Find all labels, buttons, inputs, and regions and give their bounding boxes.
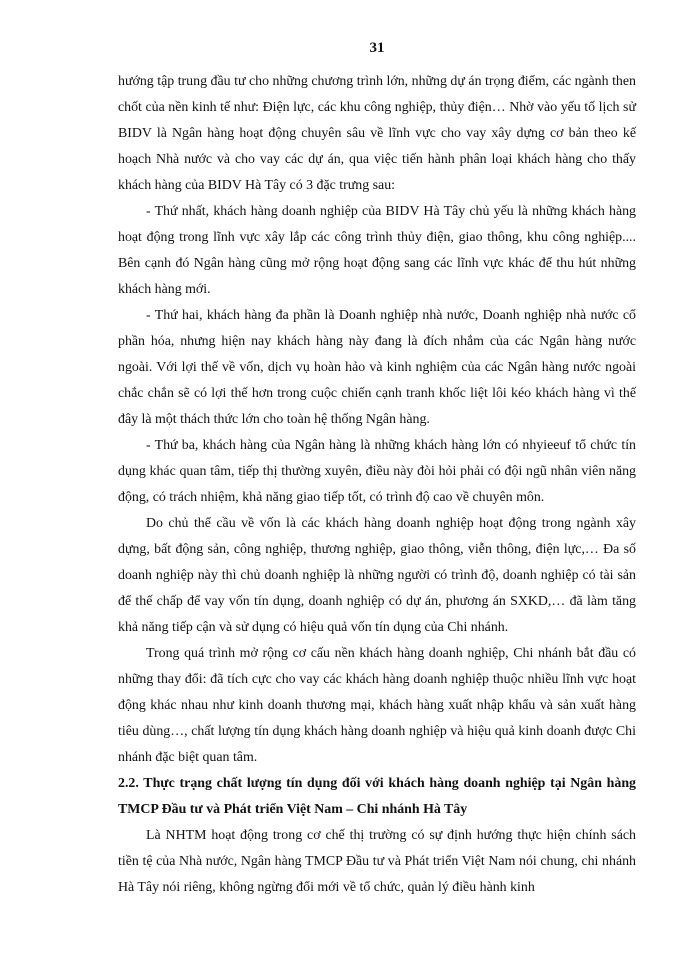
paragraph-continuation: hướng tập trung đầu tư cho những chương trình lớn, những dự án trọng điểm, các ngành then chốt của nền kinh tế như: Điện lực, các khu công nghiệp, thủy điện… Nhờ vào yếu tố lịch sử BIDV là Ngân hàng hoạt động chuyên sâu về lĩnh vực cho vay xây dựng cơ bản theo kế hoạch Nhà nước và cho vay các dự án, qua việc tiến hành phân loại khách hàng cho thấy khách hàng của BIDV Hà Tây có 3 đặc trưng sau: <box>118 74 636 193</box>
section-heading: 2.2. Thực trạng chất lượng tín dụng đối với khách hàng doanh nghiệp tại Ngân hàng TMCP Đầu tư và Phát triển Việt Nam – Chi nhánh Hà Tây <box>118 776 636 817</box>
paragraph-third-trait: - Thứ ba, khách hàng của Ngân hàng là những khách hàng lớn có nhyieeuf tổ chức tín dụng khác quan tâm, tiếp thị thường xuyên, điều này đòi hỏi phải có đội ngũ nhân viên năng động, có trách nhiệm, khả năng giao tiếp tốt, có trình độ cao về chuyên môn. <box>118 438 636 505</box>
paragraph-second-trait: - Thứ hai, khách hàng đa phần là Doanh nghiệp nhà nước, Doanh nghiệp nhà nước cổ phần hóa, nhưng hiện nay khách hàng này đang là đích nhắm của các Ngân hàng nước ngoài. Với lợi thế về vốn, dịch vụ hoàn hảo và kinh nghiệm của các Ngân hàng nước ngoài chắc chắn sẽ có lợi thế hơn trong cuộc chiến cạnh tranh khốc liệt lôi kéo khách hàng vì thế đây là một thách thức lớn cho toàn hệ thống Ngân hàng. <box>118 308 636 427</box>
paragraph-section-intro: Là NHTM hoạt động trong cơ chế thị trường có sự định hướng thực hiện chính sách tiền tệ của Nhà nước, Ngân hàng TMCP Đầu tư và Phát triển Việt Nam nói chung, chi nhánh Hà Tây nói riêng, không ngừng đổi mới về tổ chức, quản lý điều hành kinh <box>118 828 636 895</box>
paragraph-capital-demand: Do chủ thể cầu về vốn là các khách hàng doanh nghiệp hoạt động trong ngành xây dựng, bất động sản, công nghiệp, thương nghiệp, giao thông, viễn thông, điện lực,… Đa số doanh nghiệp này thì chủ doanh nghiệp là những người có trình độ, doanh nghiệp có tài sản để thế chấp để vay vốn tín dụng, doanh nghiệp có dự án, phương án SXKD,… đã làm tăng khả năng tiếp cận và sử dụng có hiệu quả vốn tín dụng của Chi nhánh. <box>118 516 636 635</box>
paragraph-customer-structure: Trong quá trình mở rộng cơ cấu nền khách hàng doanh nghiệp, Chi nhánh bắt đầu có những thay đổi: đã tích cực cho vay các khách hàng doanh nghiệp thuộc nhiều lĩnh vực hoạt động khác nhau như kinh doanh thương mại, khách hàng xuất nhập khẩu và sản xuất hàng tiêu dùng…, chất lượng tín dụng khách hàng doanh nghiệp và hiệu quả kinh doanh được Chi nhánh đặc biệt quan tâm. <box>118 646 636 765</box>
paragraph-first-trait: - Thứ nhất, khách hàng doanh nghiệp của BIDV Hà Tây chủ yếu là những khách hàng hoạt động trong lĩnh vực xây lắp các công trình thủy điện, giao thông, khu công nghiệp.... Bên cạnh đó Ngân hàng cũng mở rộng hoạt động sang các lĩnh vực khác để thu hút những khách hàng mới. <box>118 204 636 297</box>
page-number: 31 <box>369 40 385 56</box>
